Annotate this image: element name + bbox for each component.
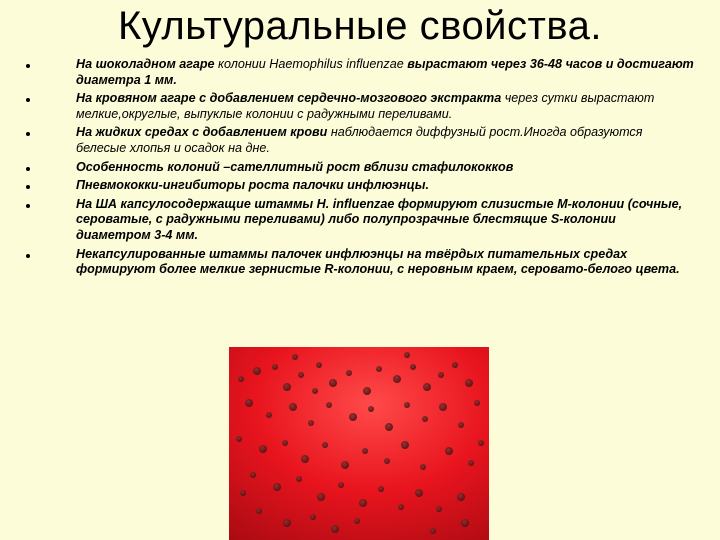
colony-dot [474,400,480,406]
colony-dot [398,504,404,510]
blood-agar-colonies-photo [229,347,489,540]
colonies-image [229,347,489,540]
colony-dot [326,402,332,408]
bullet-text-2-part-1: На кровяном агаре с добавлением сердечно-мозгового экстракта [76,91,502,106]
agar-background [229,347,489,540]
bullet-dot [26,204,30,208]
colony-dot [439,403,447,411]
colony-dot [273,483,281,491]
colony-dot [457,493,465,501]
bullet-dot [26,132,30,136]
colony-dot [384,458,390,464]
bullet-text-3-part-2: наблюдается диффузный рост.Иногда образуются белесые хлопья и осадок на дне. [76,125,643,155]
colony-dot [461,519,469,527]
colony-dot [341,461,349,469]
colony-dot [410,364,416,370]
colony-dot [376,366,382,372]
colony-dot [296,476,302,482]
colony-dot [245,399,253,407]
colony-dot [322,442,328,448]
colony-dot [253,367,261,375]
colony-dot [404,402,410,408]
colony-dot [317,493,325,501]
colony-dot [266,412,272,418]
colony-dot [282,440,288,446]
colony-dot [452,362,458,368]
bullet-item [24,197,694,244]
colony-dot [316,362,322,368]
bullet-text-3-part-1: На жидких средах с добавлением крови [76,125,328,140]
colony-dot [438,372,444,378]
colony-dot [385,423,393,431]
colony-dot [349,413,357,421]
slide-title: Культуральные свойства. [117,4,603,48]
colony-dot [289,403,297,411]
bullet-text-2-part-2: через сутки вырастают мелкие,округлые, выпуклые колонии с радужными переливами. [76,91,655,121]
colony-dot [259,445,267,453]
colony-dot [445,447,453,455]
colony-dot [298,372,304,378]
colony-dot [422,416,428,422]
colony-dot [423,383,431,391]
colony-dot [240,490,246,496]
colony-dot [359,499,367,507]
colony-dot [478,440,484,446]
colony-dot [283,519,291,527]
colony-dot [236,436,242,442]
colony-dot [312,388,318,394]
bullet-dot [26,64,30,68]
bullet-dot [26,185,30,189]
colony-dot [465,379,473,387]
bullet-text-1-part-1: На шоколадном агаре [76,57,215,71]
colony-dot [310,514,316,520]
colony-dot [404,352,410,358]
colony-dot [292,354,298,360]
colony-dot [272,364,278,370]
colony-dot [354,518,360,524]
colony-dot [401,441,409,449]
bullet-text-4: Особенность колоний –сателлитный рост вблизи стафилококков [76,159,514,174]
bullet-text-1-part-4: вырастают через 36-48 часов и достигают диаметра 1 мм. [76,57,694,87]
bullet-text-7: Некапсулированные штаммы палочек инфлюэнцы на твёрдых питательных средах формируют более мелкие зернистые R-колонии, с неровным краем, серовато-белого цвета. [76,246,680,277]
bullet-text-5: Пневмококки-ингибиторы роста палочки инфлюэнцы. [76,178,429,193]
bullet-text-1-part-3: Haemophilus influenzae [269,57,404,71]
bullet-dot [26,167,30,171]
bullet-text-1-part-2: колонии [214,57,270,71]
colony-dot [420,464,426,470]
bullet-dot [26,254,30,258]
bullet-item [24,178,694,194]
colony-dot [329,379,337,387]
bullet-item [24,91,694,122]
bullet-list [24,57,694,281]
colony-dot [458,422,464,428]
colony-dot [393,375,401,383]
colony-dot [250,472,256,478]
bullet-text-6: На ША капсулосодержащие штаммы H. influenzae формируют слизистые М-колонии (сочные, сероватые, с радужными переливами) либо полупрозрачные блестящие S-колонии диаметром 3-4 мм. [76,196,683,242]
colony-dot [378,486,384,492]
bullet-item [24,125,694,156]
colony-dot [415,489,423,497]
colony-dot [436,506,442,512]
colony-dot [368,406,374,412]
colony-dot [331,525,339,533]
colony-dot [468,460,474,466]
colony-dot [346,370,352,376]
bullet-item [24,247,694,278]
colony-dot [363,387,371,395]
bullet-item [24,57,694,88]
colony-dot [238,376,244,382]
bullet-dot [26,98,30,102]
colony-dot [362,448,368,454]
colony-dot [283,383,291,391]
colony-dot [308,420,314,426]
colony-dot [301,455,309,463]
colony-dot [256,508,262,514]
colony-dot [430,528,436,534]
colony-dot [338,482,344,488]
bullet-item [24,160,694,176]
